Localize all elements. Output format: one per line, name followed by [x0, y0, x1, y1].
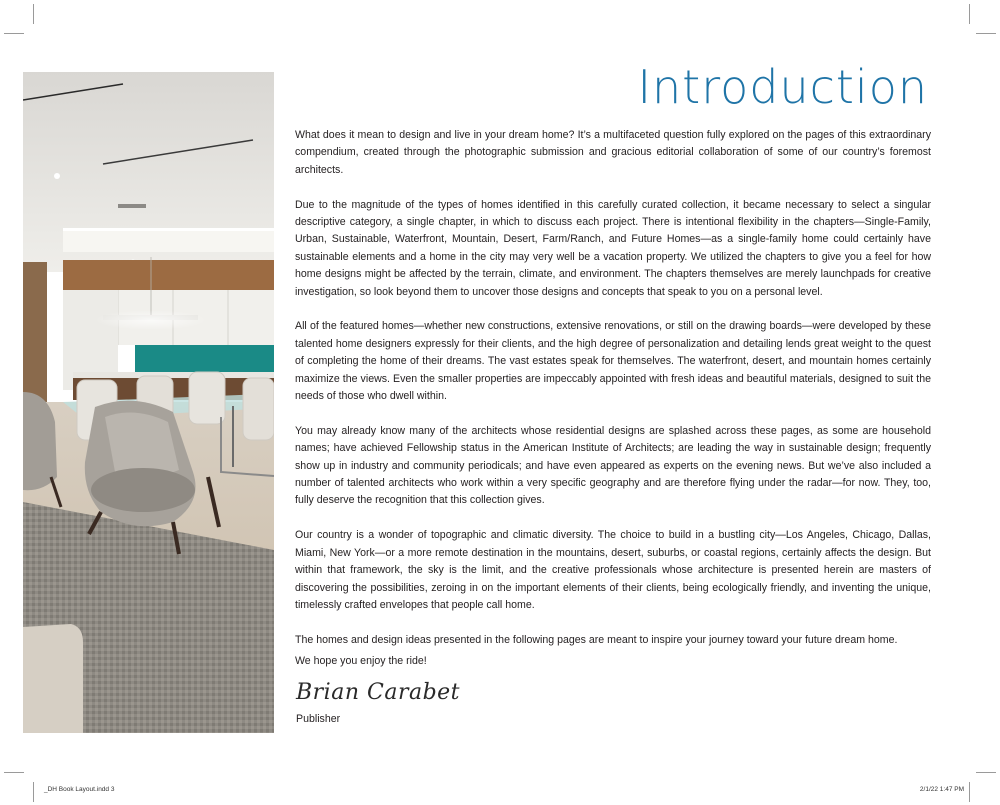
- paragraph: Due to the magnitude of the types of homes identified in this carefully curated collection, it became necessary to select a singular descriptive category, a single chapter, in which to discuss each project. There is intentional flexibility in the chapters—Single-Family, Urban, Sustainable, Waterfront, Mountain, Desert, Farm/Ranch, and Future Homes—as a single-family home could certainly have sustainable elements and a home in the city may very well be a vacation property. We utilized the chapters to give you a feel for how home designs might be affected by the terrain, climate, and environment. The chapters themselves are merely launchpads for creative investigation, so look beyond them to uncover those designs and concepts that speak to you on a personal level.: [295, 198, 931, 298]
- slug-timestamp: 2/1/22 1:47 PM: [919, 786, 964, 793]
- signature: Brian Carabet: [296, 680, 461, 705]
- intro-body: [295, 127, 931, 688]
- interior-photo: [23, 72, 274, 733]
- crop-mark: [969, 782, 970, 802]
- paragraph: We hope you enjoy the ride!: [295, 655, 427, 668]
- crop-mark: [969, 4, 970, 24]
- signature-role: Publisher: [296, 713, 341, 725]
- paragraph: All of the featured homes—whether new constructions, extensive renovations, or still on the drawing boards—were developed by these talented home designers expressly for their clients, and the high degree of personalization and detailing lends great weight to the quest of completing the home of their dreams. The vast estates speak for themselves. The waterfront, desert, and mountain homes certainly maximize the views. Even the smaller properties are impeccably appointed with fresh ideas and beautiful materials, designed to suit the needs of those who dwell within.: [295, 320, 931, 403]
- crop-mark: [4, 772, 24, 773]
- crop-mark: [33, 4, 34, 24]
- page-title: Introduction: [637, 60, 928, 114]
- crop-mark: [4, 33, 24, 34]
- paragraph: What does it mean to design and live in your dream home? It’s a multifaceted question fully explored on the pages of this extraordinary compendium, created through the photographic submission and gracious editorial collaboration of some of our country’s foremost architects.: [295, 129, 931, 176]
- crop-mark: [33, 782, 34, 802]
- crop-mark: [976, 33, 996, 34]
- paragraph: Our country is a wonder of topographic and climatic diversity. The choice to build in a bustling city—Los Angeles, Chicago, Dallas, Miami, New York—or a more remote destination in the mountains, desert, suburbs, or coastal regions, certainly affects the design. But within that framework, the sky is the limit, and the creative professionals whose architecture is presented herein are masters of discovering the possibilities, zeroing in on the important elements of their clients, being ecologically friendly, and inventing the unique, timelessly crafted envelopes that people call home.: [295, 529, 931, 611]
- paragraph: You may already know many of the architects whose residential designs are splashed across these pages, as some are household names; have achieved Fellowship status in the American Institute of Architects; are leading the way in sustainable design; frequently show up in industry and community periodicals; and have even appeared as experts on the evening news. But we’ve also included a number of talented architects who work within a very specific geography and are therefore flying under the radar—for now. They, too, fully deserve the recognition that this collection gives.: [295, 424, 931, 507]
- paragraph: The homes and design ideas presented in the following pages are meant to inspire your journey toward your future dream home.: [295, 633, 898, 646]
- slug-file: _DH Book Layout.indd 3: [44, 786, 115, 793]
- crop-mark: [976, 772, 996, 773]
